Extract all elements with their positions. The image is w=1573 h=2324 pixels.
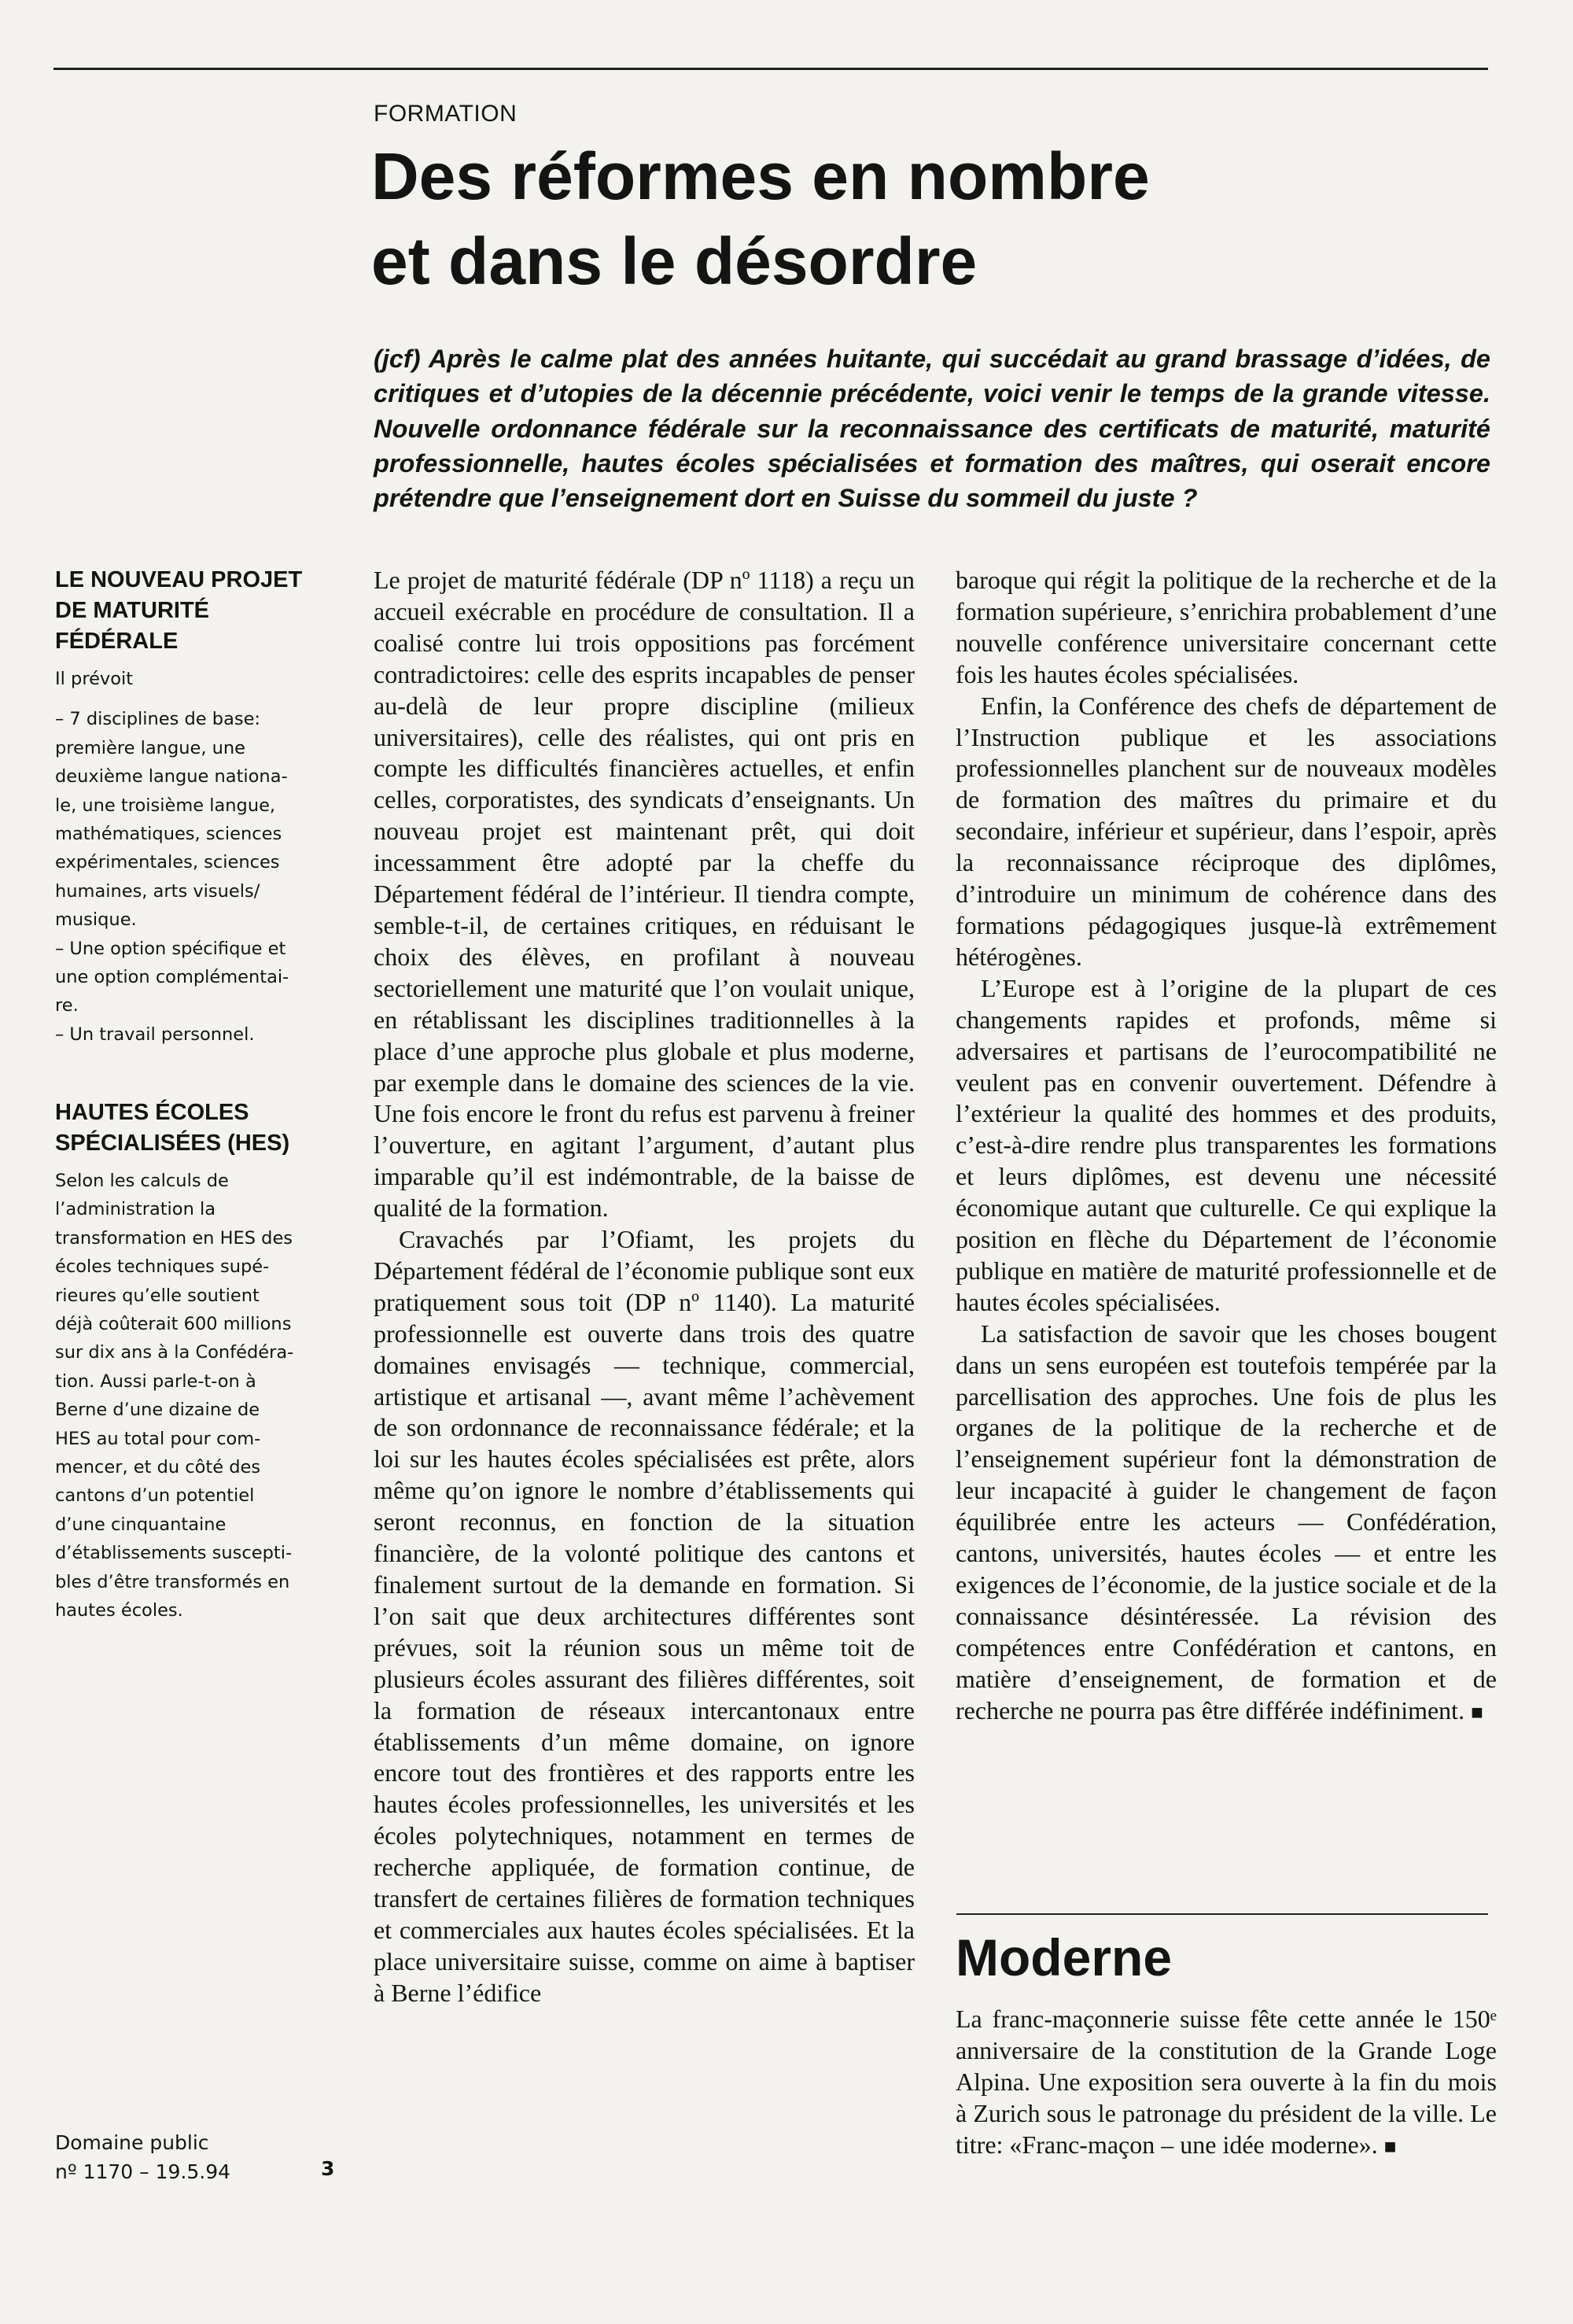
moderne-rule xyxy=(956,1913,1488,1915)
sidebar-line: d’établissements suscepti- xyxy=(55,1543,293,1564)
sidebar-line: humaines, arts visuels/ xyxy=(55,880,260,902)
body-column-middle xyxy=(374,565,915,2009)
sidebar-line: Il prévoit xyxy=(55,669,134,689)
sidebar-line: l’administration la xyxy=(55,1199,216,1220)
sidebar-line: première langue, une xyxy=(55,737,245,758)
body-paragraph: Le projet de maturité fédérale (DP nº 1118) a reçu un accueil exécrable en procédure de consultation. Il a coalisé contre lui trois oppositions pas forcément contradictoires: celle des esprits incapables de penser au-delà de leur propre discipline (milieux universitaires), celle des réalistes, qui ont pris en compte les difficultés financières actuelles, et enfin celles, corporatistes, des syndicats d’enseignants. Un nouveau projet est maintenant prêt, qui doit incessamment être adopté par la cheffe du Département fédéral de l’intérieur. Il tiendra compte, semble-t-il, de certaines critiques, en réduisant le choix des élèves, en profilant à nouveau sectoriellement une maturité que l’on voulait unique, en rétablissant les disciplines traditionnelles à la place d’une approche plus globale et plus moderne, par exemple dans le domaine des sciences de la vie. Une fois encore le front du refus est parvenu à freiner l’ouverture, en agitant l’argument, d’autant plus imparable qu’il est indémontrable, de la baisse de qualité de la formation. xyxy=(374,566,915,1223)
moderne-column xyxy=(956,2004,1497,2163)
article-headline xyxy=(371,134,1472,304)
issue-number: nº 1170 – 19.5.94 xyxy=(55,2160,231,2183)
sidebar-line: déjà coûterait 600 millions xyxy=(55,1314,292,1335)
sidebar-box-hes xyxy=(55,1097,326,1625)
sidebar-line: tion. Aussi parle-t-on à xyxy=(55,1370,256,1392)
end-mark: ■ xyxy=(1471,1700,1483,1724)
sidebar-line: expérimentales, sciences xyxy=(55,852,280,873)
sidebar-title: HAUTES ÉCOLES SPÉCIALISÉES (HES) xyxy=(55,1100,290,1156)
sidebar-line: – 7 disciplines de base: xyxy=(55,709,261,730)
body-column-right xyxy=(956,565,1497,1728)
end-mark: ■ xyxy=(1383,2134,1397,2158)
body-paragraph: Cravachés par l’Ofiamt, les projets du Département fédéral de l’économie publique sont eux pratiquement sous toit (DP nº 1140). La maturité professionnelle est ouverte dans trois des quatre domaines envisagés — technique, commercial, artistique et artisanal —, avant même l’achèvement de son ordonnance de reconnaissance fédérale; et la loi sur les hautes écoles spécialisées est prête, alors même qu’on ignore le nombre d’établissements qui seront reconnus, en fonction de la situation financière, de la volonté politique des cantons et finalement surtout de la demande en formation. Si l’on sait que deux architectures différentes sont prévues, soit la réunion sous un même toit de plusieurs écoles assurant des filières différentes, soit la formation de réseaux intercantonaux entre établissements d’un même domaine, on ignore encore tout des frontières et des rapports entre les hautes écoles professionnelles, les universités et les écoles polytechniques, notamment en termes de recherche appliquée, de formation continue, de transfert de certaines filières de formation techniques et commerciales aux hautes écoles spécialisées. Et la place universitaire suisse, comme on aime à baptiser à Berne l’édifice xyxy=(374,1225,915,2007)
body-paragraph: La satisfaction de savoir que les choses bougent dans un sens européen est toutefois tempérée par la parcellisation des approches. Une fois de plus les organes de la politique de la recherche et de l’enseignement supérieur font la démonstration de leur incapacité à guider le changement de façon équilibrée entre les acteurs — Confédération, cantons, universités, hautes écoles — et entre les exigences de l’économie, de la justice sociale et de la connaissance désintéressée. La révision des compétences entre Confédération et cantons, en matière d’enseignement, de formation et de recherche ne pourra pas être différée indéfiniment. ■ xyxy=(956,1319,1497,1725)
headline-line-2: et dans le désordre xyxy=(371,224,978,298)
sidebar-line: musique. xyxy=(55,909,137,931)
sidebar-line: – Un travail personnel. xyxy=(55,1024,255,1045)
section-kicker: FORMATION xyxy=(374,101,518,127)
sidebar-line: d’une cinquantaine xyxy=(55,1514,227,1535)
sidebar-line: Berne d’une dizaine de xyxy=(55,1400,260,1421)
moderne-paragraph: La franc-maçonnerie suisse fête cette année le 150ᵉ anniversaire de la constitution de la Grande Loge Alpina. Une exposition sera ouverte à la fin du mois à Zurich sous le patronage du président de la ville. Le titre: «Franc-maçon – une idée moderne». ■ xyxy=(956,2005,1497,2159)
publication-name: Domaine public xyxy=(55,2131,209,2154)
sidebar-line: mathématiques, sciences xyxy=(55,824,282,845)
body-paragraph: Enfin, la Conférence des chefs de département de l’Instruction publique et les associations professionnelles planchent sur de nouveaux modèles de formation des maîtres du primaire et du secondaire, inférieur et supérieur, dans l’espoir, après la reconnaissance réciproque des diplômes, d’introduire un minimum de cohérence dans des formations pédagogiques jusque-là extrêmement hétérogènes. xyxy=(956,691,1497,971)
sidebar-line: HES au total pour com- xyxy=(55,1428,261,1449)
page-number: 3 xyxy=(321,2157,335,2180)
sidebar-title: LE NOUVEAU PROJET DE MATURITÉ FÉDÉRALE xyxy=(55,567,303,654)
body-paragraph: L’Europe est à l’origine de la plupart de ces changements rapides et profonds, même si adversaires et partisans de l’eurocompatibilité ne veulent pas en convenir ouvertement. Défendre à l’extérieur la qualité des hommes et des produits, c’est-à-dire rendre plus transparentes les formations et leurs diplômes, est devenu une nécessité économique autant que culturelle. Ce qui explique la position en flèche du Département de l’économie publique en matière de maturité professionnelle et de hautes écoles spécialisées. xyxy=(956,973,1497,1316)
sidebar-line: Selon les calculs de xyxy=(55,1171,229,1191)
sidebar-line: – Une option spécifique et xyxy=(55,938,286,959)
sidebar-line: sur dix ans à la Confédéra- xyxy=(55,1342,294,1363)
sidebar-line: cantons d’un potentiel xyxy=(55,1485,255,1507)
sidebar-line: écoles techniques supé- xyxy=(55,1256,270,1278)
publication-footer xyxy=(55,2128,230,2186)
sidebar-line: une option complémentai- xyxy=(55,967,289,988)
article-lead: (jcf) Après le calme plat des années huitante, qui succédait au grand brassage d’idées, de critiques et d’utopies de la décennie précédente, voici venir le temps de la grande vitesse. Nouvelle ordonnance fédérale sur la reconnaissance des certificats de maturité, maturité professionnelle, hautes écoles spécialisées et formation des maîtres, qui oserait encore prétendre que l’enseignement dort en Suisse du sommeil du juste ? xyxy=(374,345,1490,513)
sidebar-line: re. xyxy=(55,995,79,1016)
headline-line-1: Des réformes en nombre xyxy=(371,139,1150,213)
sidebar-line: mencer, et du côté des xyxy=(55,1457,261,1478)
sidebar-line: bles d’être transformés en xyxy=(55,1571,290,1592)
sidebar-line: hautes écoles. xyxy=(55,1600,183,1621)
sidebar-line: rieures qu’elle soutient xyxy=(55,1285,260,1306)
sidebar-line: deuxième langue nationa- xyxy=(55,766,288,788)
moderne-heading: Moderne xyxy=(956,1928,1173,1986)
top-rule xyxy=(53,68,1488,70)
sidebar-line: le, une troisième langue, xyxy=(55,795,276,816)
sidebar-box-maturite xyxy=(55,565,326,1049)
body-paragraph: baroque qui régit la politique de la recherche et de la formation supérieure, s’enrichira probablement d’une nouvelle conférence universitaire concernant cette fois les hautes écoles spécialisées. xyxy=(956,566,1497,688)
sidebar-line: transformation en HES des xyxy=(55,1227,293,1249)
